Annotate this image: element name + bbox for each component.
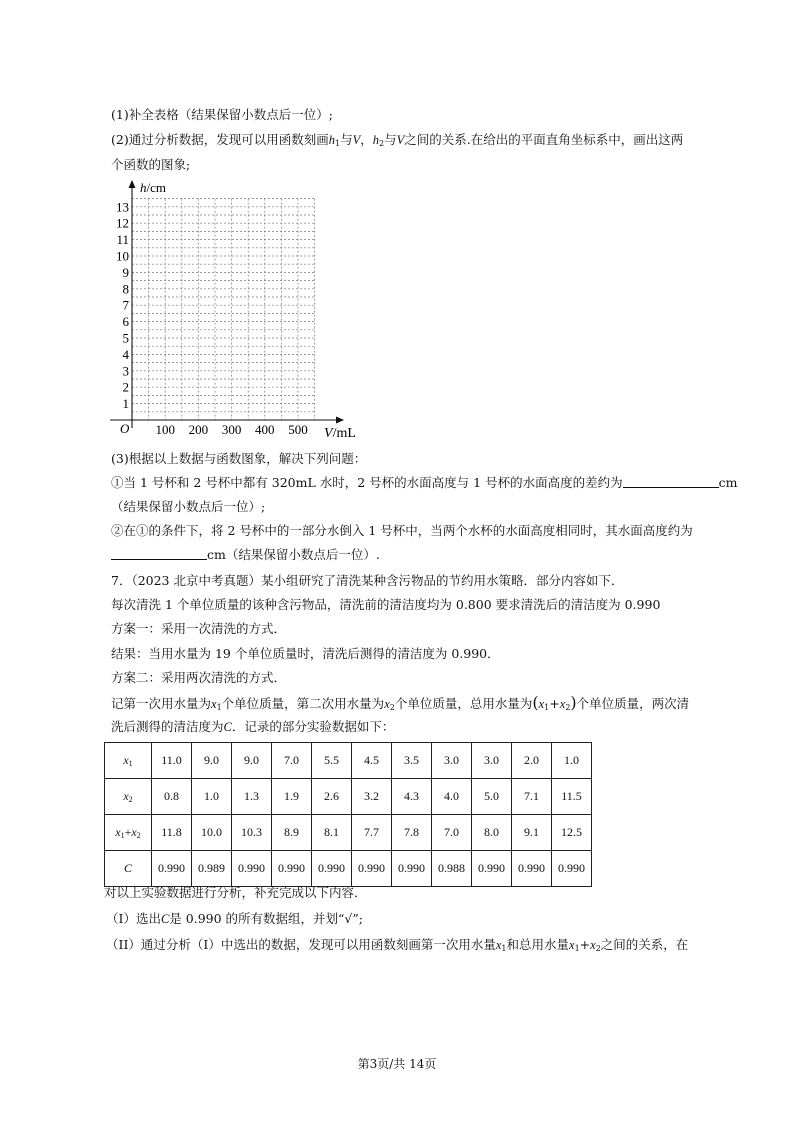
part-1-text: （I）选出C是 0.990 的所有数据组，并划“√”; [106, 911, 363, 926]
row-header-x2: $x_2$ [105, 779, 152, 815]
table-cell: 1.0 [552, 743, 592, 779]
table-cell: 0.990 [392, 851, 432, 887]
table-cell: 8.1 [312, 815, 352, 851]
table-cell: 3.2 [352, 779, 392, 815]
grid-lines [132, 199, 315, 420]
answer-blank-2[interactable] [111, 547, 207, 560]
after-table-text: 对以上实验数据进行分析，补充完成以下内容． [104, 885, 367, 900]
table-cell: 2.6 [312, 779, 352, 815]
y-tick-label: 7 [122, 297, 129, 313]
table-cell: 7.0 [432, 815, 472, 851]
table-cell: 0.990 [512, 851, 552, 887]
question-3-1-line-2: （结果保留小数点后一位）; [111, 499, 266, 514]
table-cell: 9.0 [192, 743, 232, 779]
y-tick-label: 4 [122, 346, 129, 362]
table-cell: 0.990 [152, 851, 192, 887]
y-axis-label: h/cm [140, 180, 166, 195]
answer-blank-1[interactable] [623, 475, 719, 488]
table-cell: 5.5 [312, 743, 352, 779]
question-3-2-line-1: ②在①的条件下，将 2 号杯中的一部分水倒入 1 号杯中，当两个水杯的水面高度相同时，其水面高度约为 [111, 523, 693, 538]
x-tick-label: 400 [255, 422, 275, 437]
y-tick-label: 13 [116, 199, 129, 215]
table-cell: 10.0 [192, 815, 232, 851]
y-tick-label: 2 [122, 379, 129, 395]
table-cell: 4.5 [352, 743, 392, 779]
x-axis-arrow [336, 417, 344, 424]
y-tick-label: 5 [122, 330, 129, 346]
axes [110, 180, 344, 428]
table-cell: 2.0 [512, 743, 552, 779]
y-tick-label: 8 [122, 281, 129, 297]
table-cell: 1.0 [192, 779, 232, 815]
y-tick-label: 12 [116, 215, 129, 231]
table-cell: 12.5 [552, 815, 592, 851]
table-row-c [105, 851, 592, 887]
question-3-1-line-1: ①当 1 号杯和 2 号杯中都有 320mL 水时，2 号杯的水面高度与 1 号杯的水面高度的差约为 cm [111, 475, 738, 490]
question-3-2-line-2: cm（结果保留小数点后一位）. [111, 547, 380, 563]
question-3-text: (3)根据以上数据与函数图象，解决下列问题： [111, 451, 367, 466]
table-cell: 10.3 [232, 815, 272, 851]
table-cell: 7.0 [272, 743, 312, 779]
problem-7-title: 7．（2023 北京中考真题）某小组研究了清洗某种含污物品的节约用水策略．部分内容如下． [111, 573, 624, 588]
table-cell: 1.3 [232, 779, 272, 815]
table-cell: 0.988 [432, 851, 472, 887]
x-tick-label: 100 [155, 422, 175, 437]
tick-labels [116, 180, 356, 441]
x-axis-label: V/mL [324, 426, 356, 441]
table-cell: 0.990 [312, 851, 352, 887]
row-header-x1: $x_1$ [105, 743, 152, 779]
y-tick-label: 10 [116, 248, 129, 264]
table-cell: 0.8 [152, 779, 192, 815]
table-cell: 11.5 [552, 779, 592, 815]
y-tick-label: 1 [122, 396, 129, 412]
table-cell: 11.0 [152, 743, 192, 779]
coordinate-grid [104, 174, 374, 444]
experiment-data-table [104, 742, 592, 887]
y-tick-label: 6 [122, 314, 129, 330]
table-cell: 0.990 [272, 851, 312, 887]
y-tick-label: 11 [116, 232, 129, 248]
table-cell: 8.0 [472, 815, 512, 851]
table-cell: 3.5 [392, 743, 432, 779]
table-cell: 5.0 [472, 779, 512, 815]
y-axis-arrow [129, 180, 136, 188]
table-cell: 9.1 [512, 815, 552, 851]
problem-7-line-1: 每次清洗 1 个单位质量的该种含污物品，清洗前的清洁度均为 0.800 要求清洗后的清洁度为 0.990 [111, 597, 661, 612]
table-cell: 7.1 [512, 779, 552, 815]
question-2-line-2: 个函数的图象; [111, 157, 191, 172]
table-cell: 7.8 [392, 815, 432, 851]
y-tick-label: 9 [122, 264, 129, 280]
table-cell: 4.0 [432, 779, 472, 815]
table-cell: 3.0 [432, 743, 472, 779]
table-cell: 3.0 [472, 743, 512, 779]
origin-label: O [120, 421, 130, 436]
table-cell: 0.989 [192, 851, 232, 887]
table-cell: 11.8 [152, 815, 192, 851]
table-cell: 8.9 [272, 815, 312, 851]
row-header-sum: $x_1+x_2$ [105, 815, 152, 851]
x-tick-label: 500 [288, 422, 308, 437]
problem-7-line-3: 结果：当用水量为 19 个单位质量时，清洗后测得的清洁度为 0.990． [111, 646, 500, 661]
part-2-text: （II）通过分析（I）中选出的数据，发现可以用函数刻画第一次用水量$x_1$和总用水量$x_1+x_2$之间的关系，在 [106, 937, 689, 953]
table-cell: 4.3 [392, 779, 432, 815]
table-row-x1 [105, 743, 592, 779]
table-row-x2 [105, 779, 592, 815]
problem-7-line-2: 方案一：采用一次清洗的方式． [111, 621, 287, 636]
table-cell: 0.990 [352, 851, 392, 887]
problem-7-line-5: 记第一次用水量为$x_1$个单位质量，第二次用水量为$x_2$个单位质量，总用水量为$(x_1+x_2)$个单位质量，两次清 [111, 693, 690, 712]
problem-7-line-4: 方案二：采用两次清洗的方式． [111, 670, 287, 685]
table-row-sum [105, 815, 592, 851]
y-tick-label: 3 [122, 363, 129, 379]
page-footer: 第3页/共 14页 [357, 1057, 437, 1071]
table-cell: 0.990 [552, 851, 592, 887]
question-2-line-1: (2)通过分析数据，发现可以用函数刻画$h_1$与V，$h_2$与V之间的关系.在给出的平面直角坐标系中，画出这两 [111, 132, 684, 148]
x-tick-label: 300 [221, 422, 242, 437]
row-header-c: C [105, 851, 152, 887]
problem-7-line-6: 洗后测得的清洁度为C．记录的部分实验数据如下： [111, 719, 395, 734]
table-cell: 9.0 [232, 743, 272, 779]
table-cell: 7.7 [352, 815, 392, 851]
table-cell: 0.990 [232, 851, 272, 887]
x-tick-label: 200 [188, 422, 209, 437]
question-1-text: (1)补全表格（结果保留小数点后一位）; [111, 107, 333, 122]
table-cell: 1.9 [272, 779, 312, 815]
table-cell: 0.990 [472, 851, 512, 887]
